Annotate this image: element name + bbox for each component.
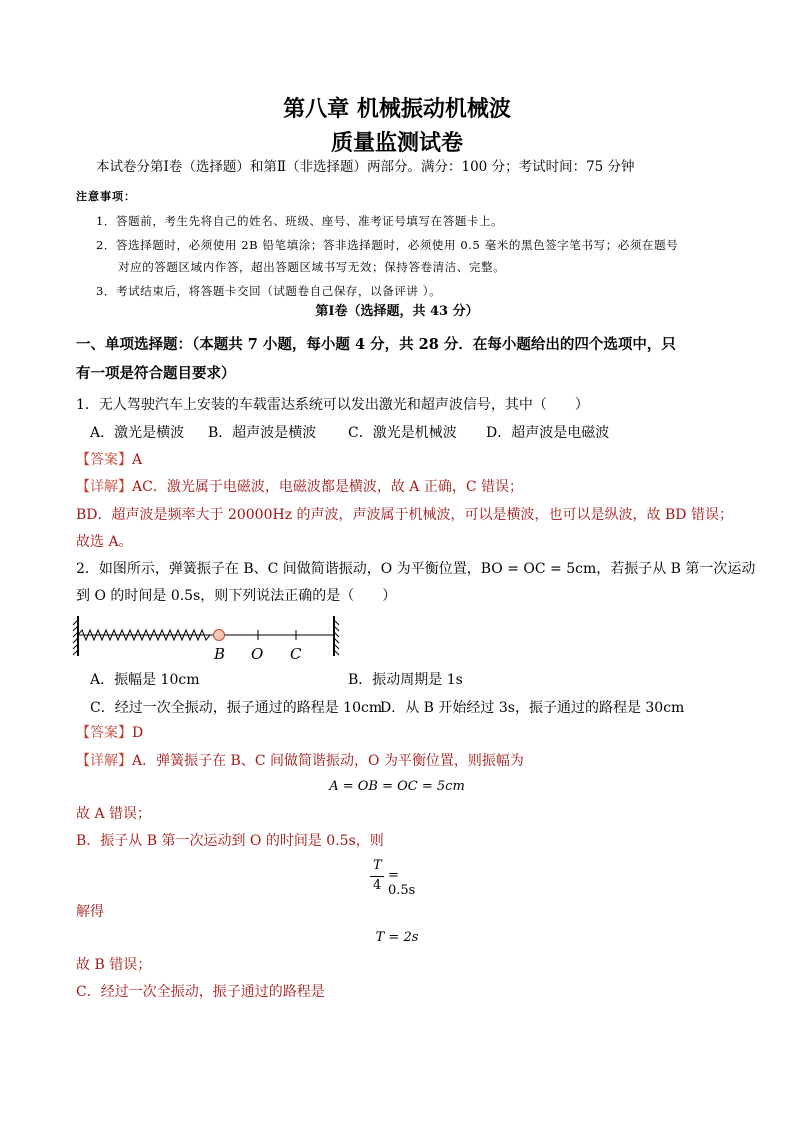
q2-conclusion-a: 故 A 错误； — [76, 806, 152, 822]
section1-heading-cont: 有一项是符合题目要求） — [76, 365, 236, 382]
label-o: O — [251, 645, 264, 663]
detail-label: 【详解】 — [76, 753, 132, 769]
q1-detail-1 — [76, 478, 523, 496]
answer-label: 【答案】 — [76, 725, 132, 741]
note-item-2-cont: 对应的答题区域内作答，超出答题区域书写无效；保持答卷清洁、完整。 — [118, 260, 506, 274]
q2-answer — [76, 724, 143, 742]
period-fraction-equation — [370, 858, 430, 898]
q1-detail-2: BD．超声波是频率大于 20000Hz 的声波，声波属于机械波，可以是横波，也可以是纵波，故 BD 错误； — [76, 507, 733, 523]
amplitude-equation: A = OB = OC = 5cm — [329, 779, 465, 794]
solve-word: 解得 — [76, 904, 104, 920]
label-c: C — [290, 645, 302, 663]
q2-option-a: A．振幅是 10cm — [90, 672, 200, 688]
detail-text: A．弹簧振子在 B、C 间做简谐振动，O 为平衡位置，则振幅为 — [132, 753, 524, 769]
detail-label: 【详解】 — [76, 479, 132, 495]
q1-stem: 1．无人驾驶汽车上安装的车载雷达系统可以发出激光和超声波信号，其中（ ） — [76, 397, 589, 413]
q2-option-c: C．经过一次全振动，振子通过的路程是 10cm — [90, 700, 383, 716]
answer-value: D — [132, 725, 144, 741]
q2-option-d: D．从 B 开始经过 3s，振子通过的路程是 30cm — [380, 700, 685, 716]
q1-option-b: B．超声波是横波 — [208, 425, 317, 441]
label-b: B — [214, 645, 226, 663]
q2-stem-cont: 到 O 的时间是 0.5s，则下列说法正确的是（ ） — [76, 588, 397, 604]
chapter-title: 第八章 机械振动机械波 — [283, 97, 511, 122]
q1-option-a: A．激光是横波 — [90, 425, 185, 441]
spring-oscillator-figure — [72, 612, 352, 666]
q2-stem: 2．如图所示，弹簧振子在 B、C 间做简谐振动，O 为平衡位置，BO = OC = 5cm，若振子从 B 第一次运动 — [76, 561, 756, 577]
q1-answer — [76, 451, 142, 469]
section1-heading: 一、单项选择题：（本题共 7 小题，每小题 4 分，共 28 分．在每小题给出的四个选项中，只 — [76, 336, 676, 353]
fraction-numerator: T — [373, 858, 382, 873]
q2-option-b: B．振动周期是 1s — [348, 672, 463, 688]
oscillator-ball — [214, 630, 225, 641]
note-item-2: 2．答选择题时，必须使用 2B 铅笔填涂；答非选择题时，必须使用 0.5 毫米的黑色签字笔书写；必须在题号 — [96, 238, 679, 252]
note-item-1: 1．答题前，考生先将自己的姓名、班级、座号、准考证号填写在答题卡上。 — [96, 214, 504, 228]
q2-detail-b: B．振子从 B 第一次运动到 O 的时间是 0.5s，则 — [76, 833, 384, 849]
paper-intro: 本试卷分第Ⅰ卷（选择题）和第Ⅱ（非选择题）两部分。满分：100 分；考试时间：75 分钟 — [96, 159, 635, 175]
fraction-denominator: 4 — [373, 878, 382, 893]
notes-heading: 注意事项： — [76, 190, 136, 203]
q2-conclusion-b: 故 B 错误； — [76, 957, 152, 973]
note-item-3: 3．考试结束后，将答题卡交回（试题卷自己保存，以备评讲 ）。 — [96, 284, 442, 298]
period-equation: T = 2s — [375, 930, 419, 945]
detail-text: AC．激光属于电磁波，电磁波都是横波，故 A 正确，C 错误； — [132, 479, 523, 495]
q1-option-d: D．超声波是电磁波 — [486, 425, 610, 441]
paper-subtitle: 质量监测试卷 — [330, 131, 463, 156]
q2-detail-a — [76, 752, 524, 770]
q1-option-c: C．激光是机械波 — [348, 425, 457, 441]
fraction-result: = 0.5s — [388, 868, 416, 898]
fraction-bar — [370, 876, 384, 877]
q1-detail-3: 故选 A。 — [76, 534, 133, 550]
answer-value: A — [132, 452, 143, 468]
answer-label: 【答案】 — [76, 452, 132, 468]
q2-detail-c: C．经过一次全振动，振子通过的路程是 — [76, 984, 325, 1000]
part1-heading: 第Ⅰ卷（选择题，共 43 分） — [315, 304, 479, 319]
